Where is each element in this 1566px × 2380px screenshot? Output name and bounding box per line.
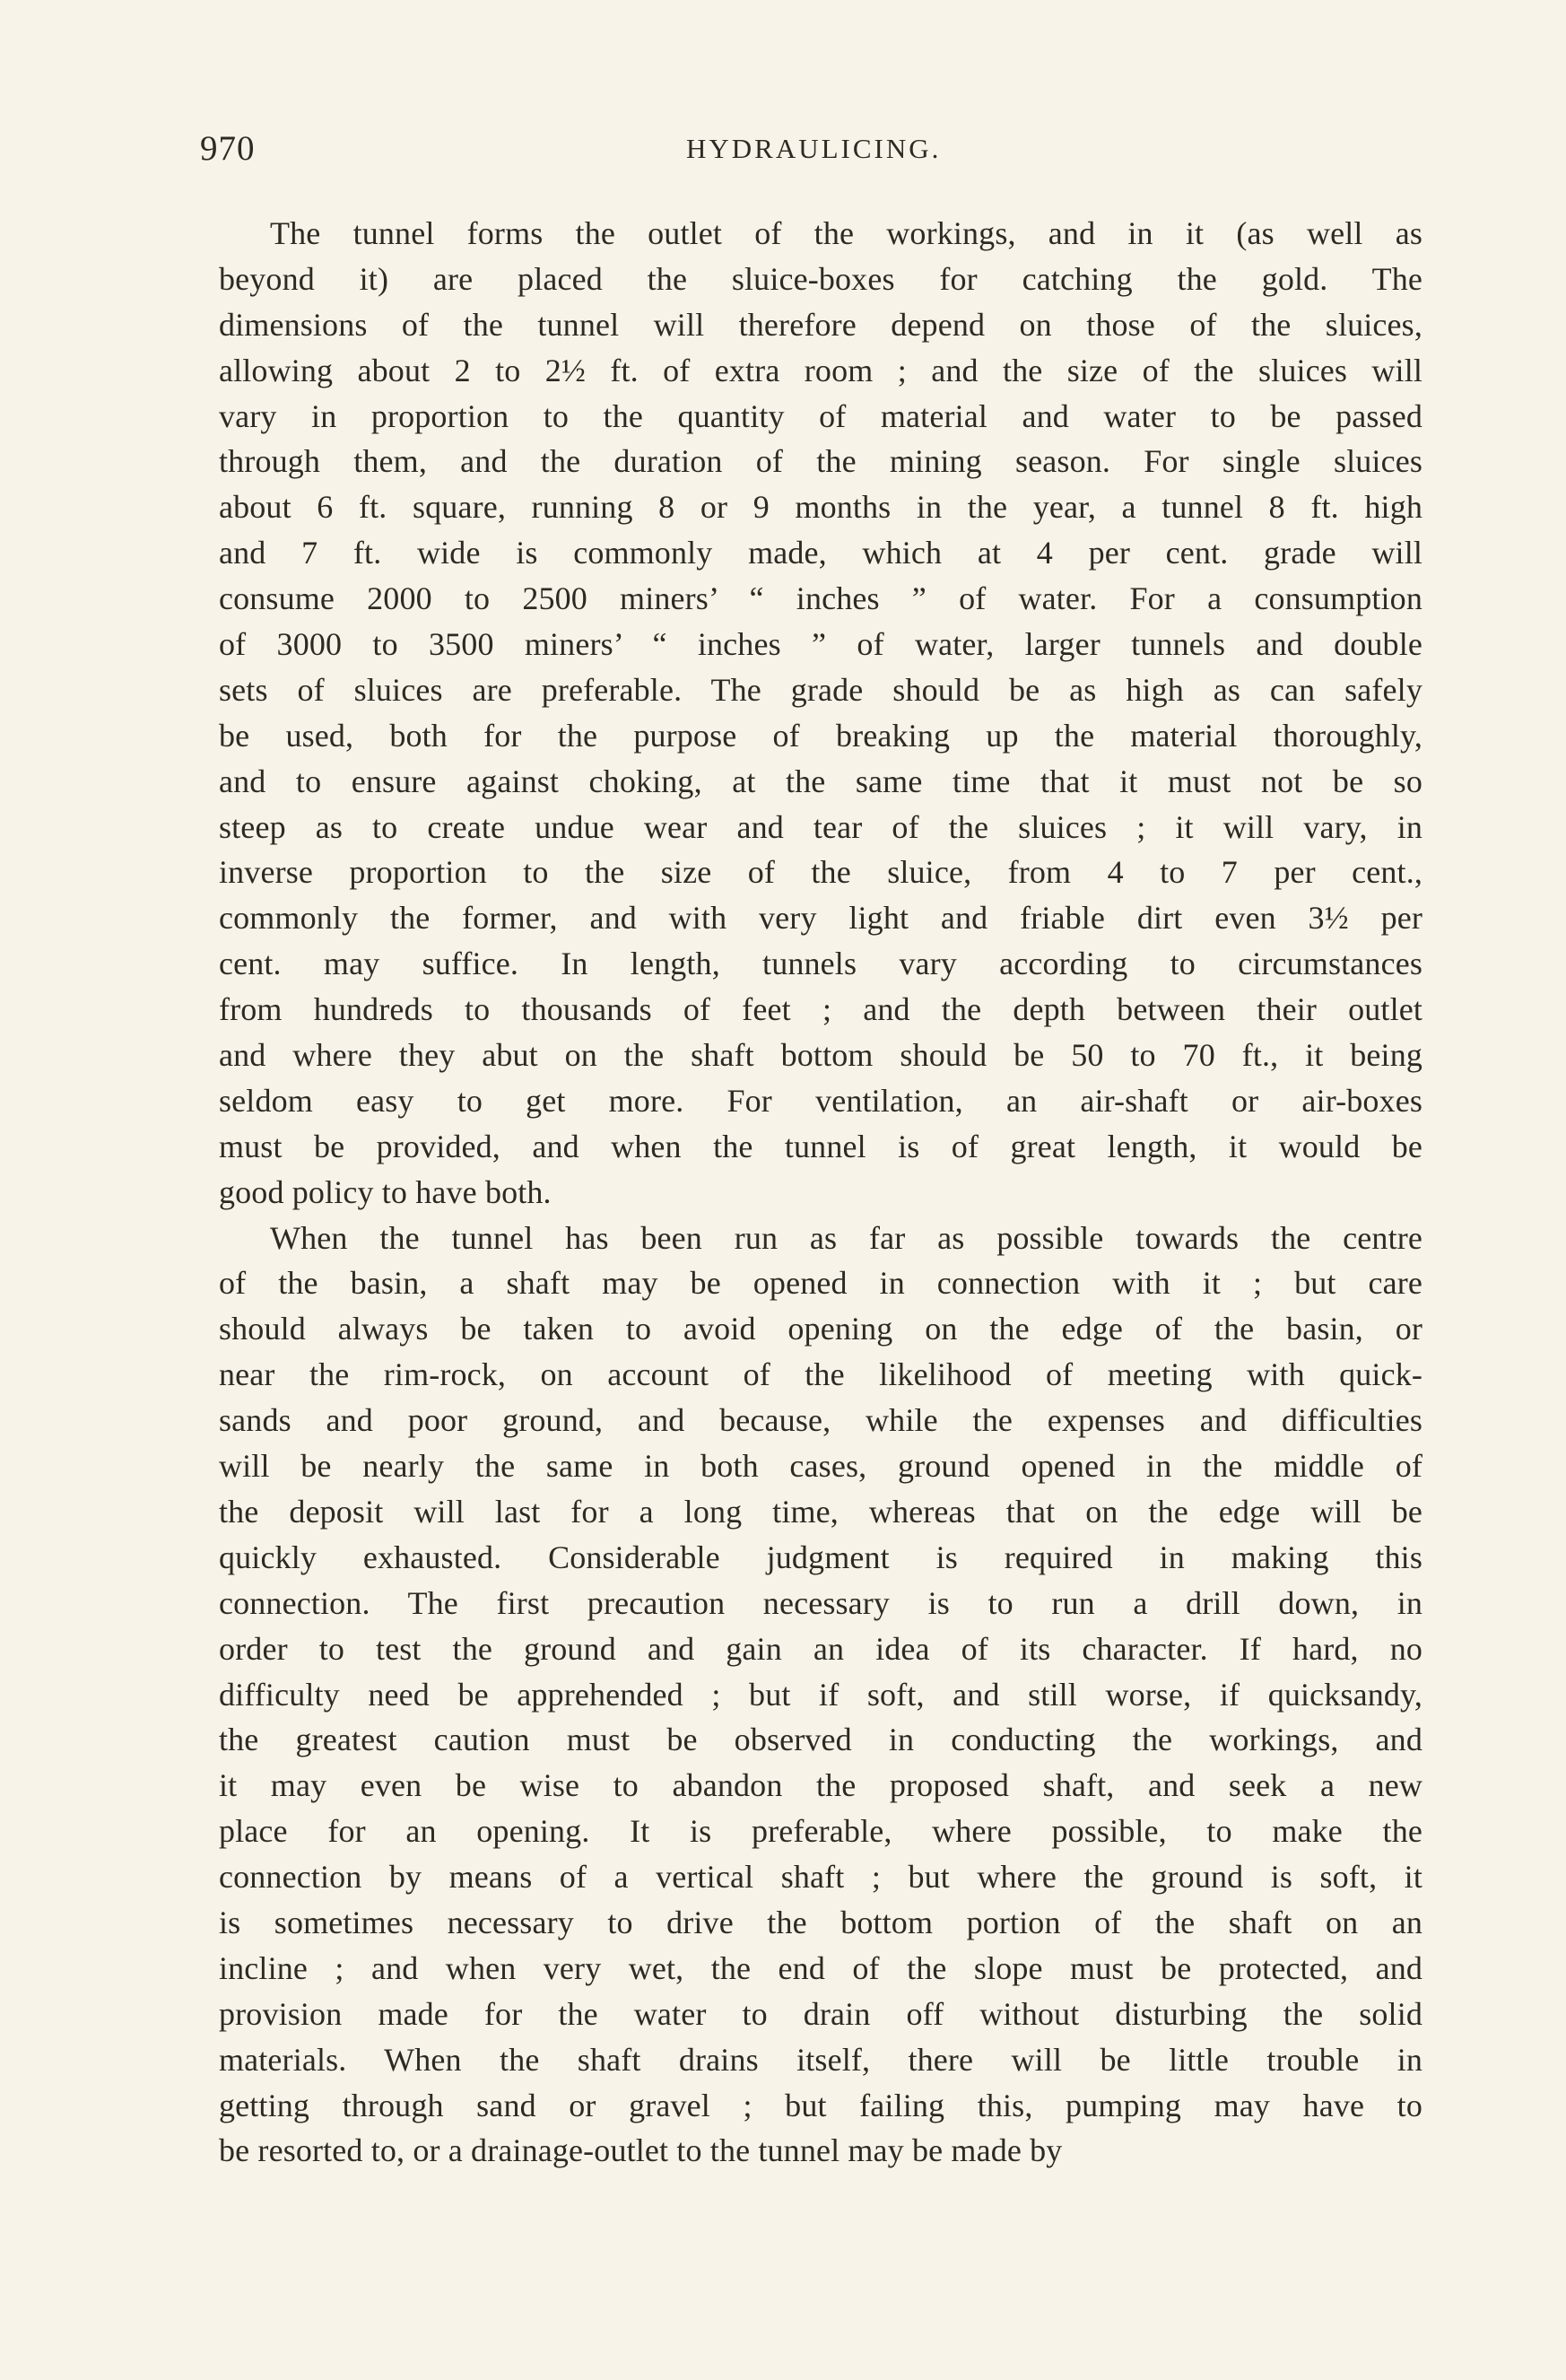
text-line: commonly the former, and with very light and friable dirt even 3½ per — [219, 900, 1422, 937]
text-line: and where they abut on the shaft bottom should be 50 to 70 ft., it being — [219, 1037, 1422, 1074]
text-line: The tunnel forms the outlet of the workings, and in it (as well as — [270, 215, 1422, 251]
text-line: vary in proportion to the quantity of material and water to be passed — [219, 397, 1422, 434]
paragraph-2 — [219, 1216, 1422, 2175]
text-line: dimensions of the tunnel will therefore depend on those of the sluices, — [219, 306, 1422, 343]
text-line: should always be taken to avoid opening on the edge of the basin, or — [219, 1311, 1422, 1347]
text-line: beyond it) are placed the sluice-boxes for catching the gold. The — [219, 260, 1422, 297]
body-text — [219, 211, 1422, 2174]
running-head: HYDRAULICING. — [686, 133, 942, 164]
text-line: connection. The first precaution necessary is to run a drill down, in — [219, 1584, 1422, 1621]
text-line: of the basin, a shaft may be opened in connection with it ; but care — [219, 1265, 1422, 1302]
text-line: place for an opening. It is preferable, where possible, to make the — [219, 1813, 1422, 1850]
text-line: must be provided, and when the tunnel is of great length, it would be — [219, 1128, 1422, 1164]
page-header — [200, 128, 1429, 175]
text-line: good policy to have both. — [219, 1173, 552, 1210]
text-line: cent. may suffice. In length, tunnels vary according to circumstances — [219, 946, 1422, 982]
text-line: allowing about 2 to 2½ ft. of extra room ; and the size of the sluices will — [219, 352, 1422, 388]
text-line: it may even be wise to abandon the proposed shaft, and seek a new — [219, 1767, 1422, 1804]
text-line: sets of sluices are preferable. The grade should be as high as can safely — [219, 671, 1422, 708]
text-line: When the tunnel has been run as far as possible towards the centre — [270, 1219, 1422, 1256]
text-line: will be nearly the same in both cases, ground opened in the middle of — [219, 1448, 1422, 1485]
text-line: provision made for the water to drain off without disturbing the solid — [219, 1995, 1422, 2032]
text-line: and 7 ft. wide is commonly made, which at 4 per cent. grade will — [219, 535, 1422, 571]
text-line: of 3000 to 3500 miners’ “ inches ” of water, larger tunnels and double — [219, 626, 1422, 663]
text-line: and to ensure against choking, at the same time that it must not be so — [219, 763, 1422, 799]
text-line: from hundreds to thousands of feet ; and the depth between their outlet — [219, 991, 1422, 1028]
text-line: order to test the ground and gain an idea of its character. If hard, no — [219, 1630, 1422, 1667]
page-number: 970 — [200, 129, 256, 168]
text-line: the deposit will last for a long time, whereas that on the edge will be — [219, 1493, 1422, 1530]
text-line: sands and poor ground, and because, while the expenses and difficulties — [219, 1402, 1422, 1439]
text-line: consume 2000 to 2500 miners’ “ inches ” of water. For a consumption — [219, 580, 1422, 617]
text-line: near the rim-rock, on account of the likelihood of meeting with quick- — [219, 1356, 1422, 1393]
text-line: materials. When the shaft drains itself, there will be little trouble in — [219, 2041, 1422, 2078]
text-line: inverse proportion to the size of the sluice, from 4 to 7 per cent., — [219, 854, 1422, 891]
text-line: steep as to create undue wear and tear of the sluices ; it will vary, in — [219, 808, 1422, 845]
text-line: be resorted to, or a drainage-outlet to the tunnel may be made by — [219, 2132, 1063, 2169]
text-line: difficulty need be apprehended ; but if soft, and still worse, if quicksandy, — [219, 1676, 1422, 1713]
paragraph-1 — [219, 211, 1422, 1216]
text-line: about 6 ft. square, running 8 or 9 months in the year, a tunnel 8 ft. high — [219, 489, 1422, 526]
text-line: the greatest caution must be observed in conducting the workings, and — [219, 1722, 1422, 1758]
text-line: quickly exhausted. Considerable judgment is required in making this — [219, 1539, 1422, 1575]
text-line: incline ; and when very wet, the end of the slope must be protected, and — [219, 1949, 1422, 1986]
text-line: be used, both for the purpose of breaking up the material thoroughly, — [219, 717, 1422, 754]
text-line: seldom easy to get more. For ventilation, an air-shaft or air-boxes — [219, 1082, 1422, 1119]
text-line: is sometimes necessary to drive the bottom portion of the shaft on an — [219, 1904, 1422, 1940]
text-line: getting through sand or gravel ; but failing this, pumping may have to — [219, 2087, 1422, 2123]
text-line: through them, and the duration of the mining season. For single sluices — [219, 443, 1422, 480]
text-line: connection by means of a vertical shaft ; but where the ground is soft, it — [219, 1859, 1422, 1896]
